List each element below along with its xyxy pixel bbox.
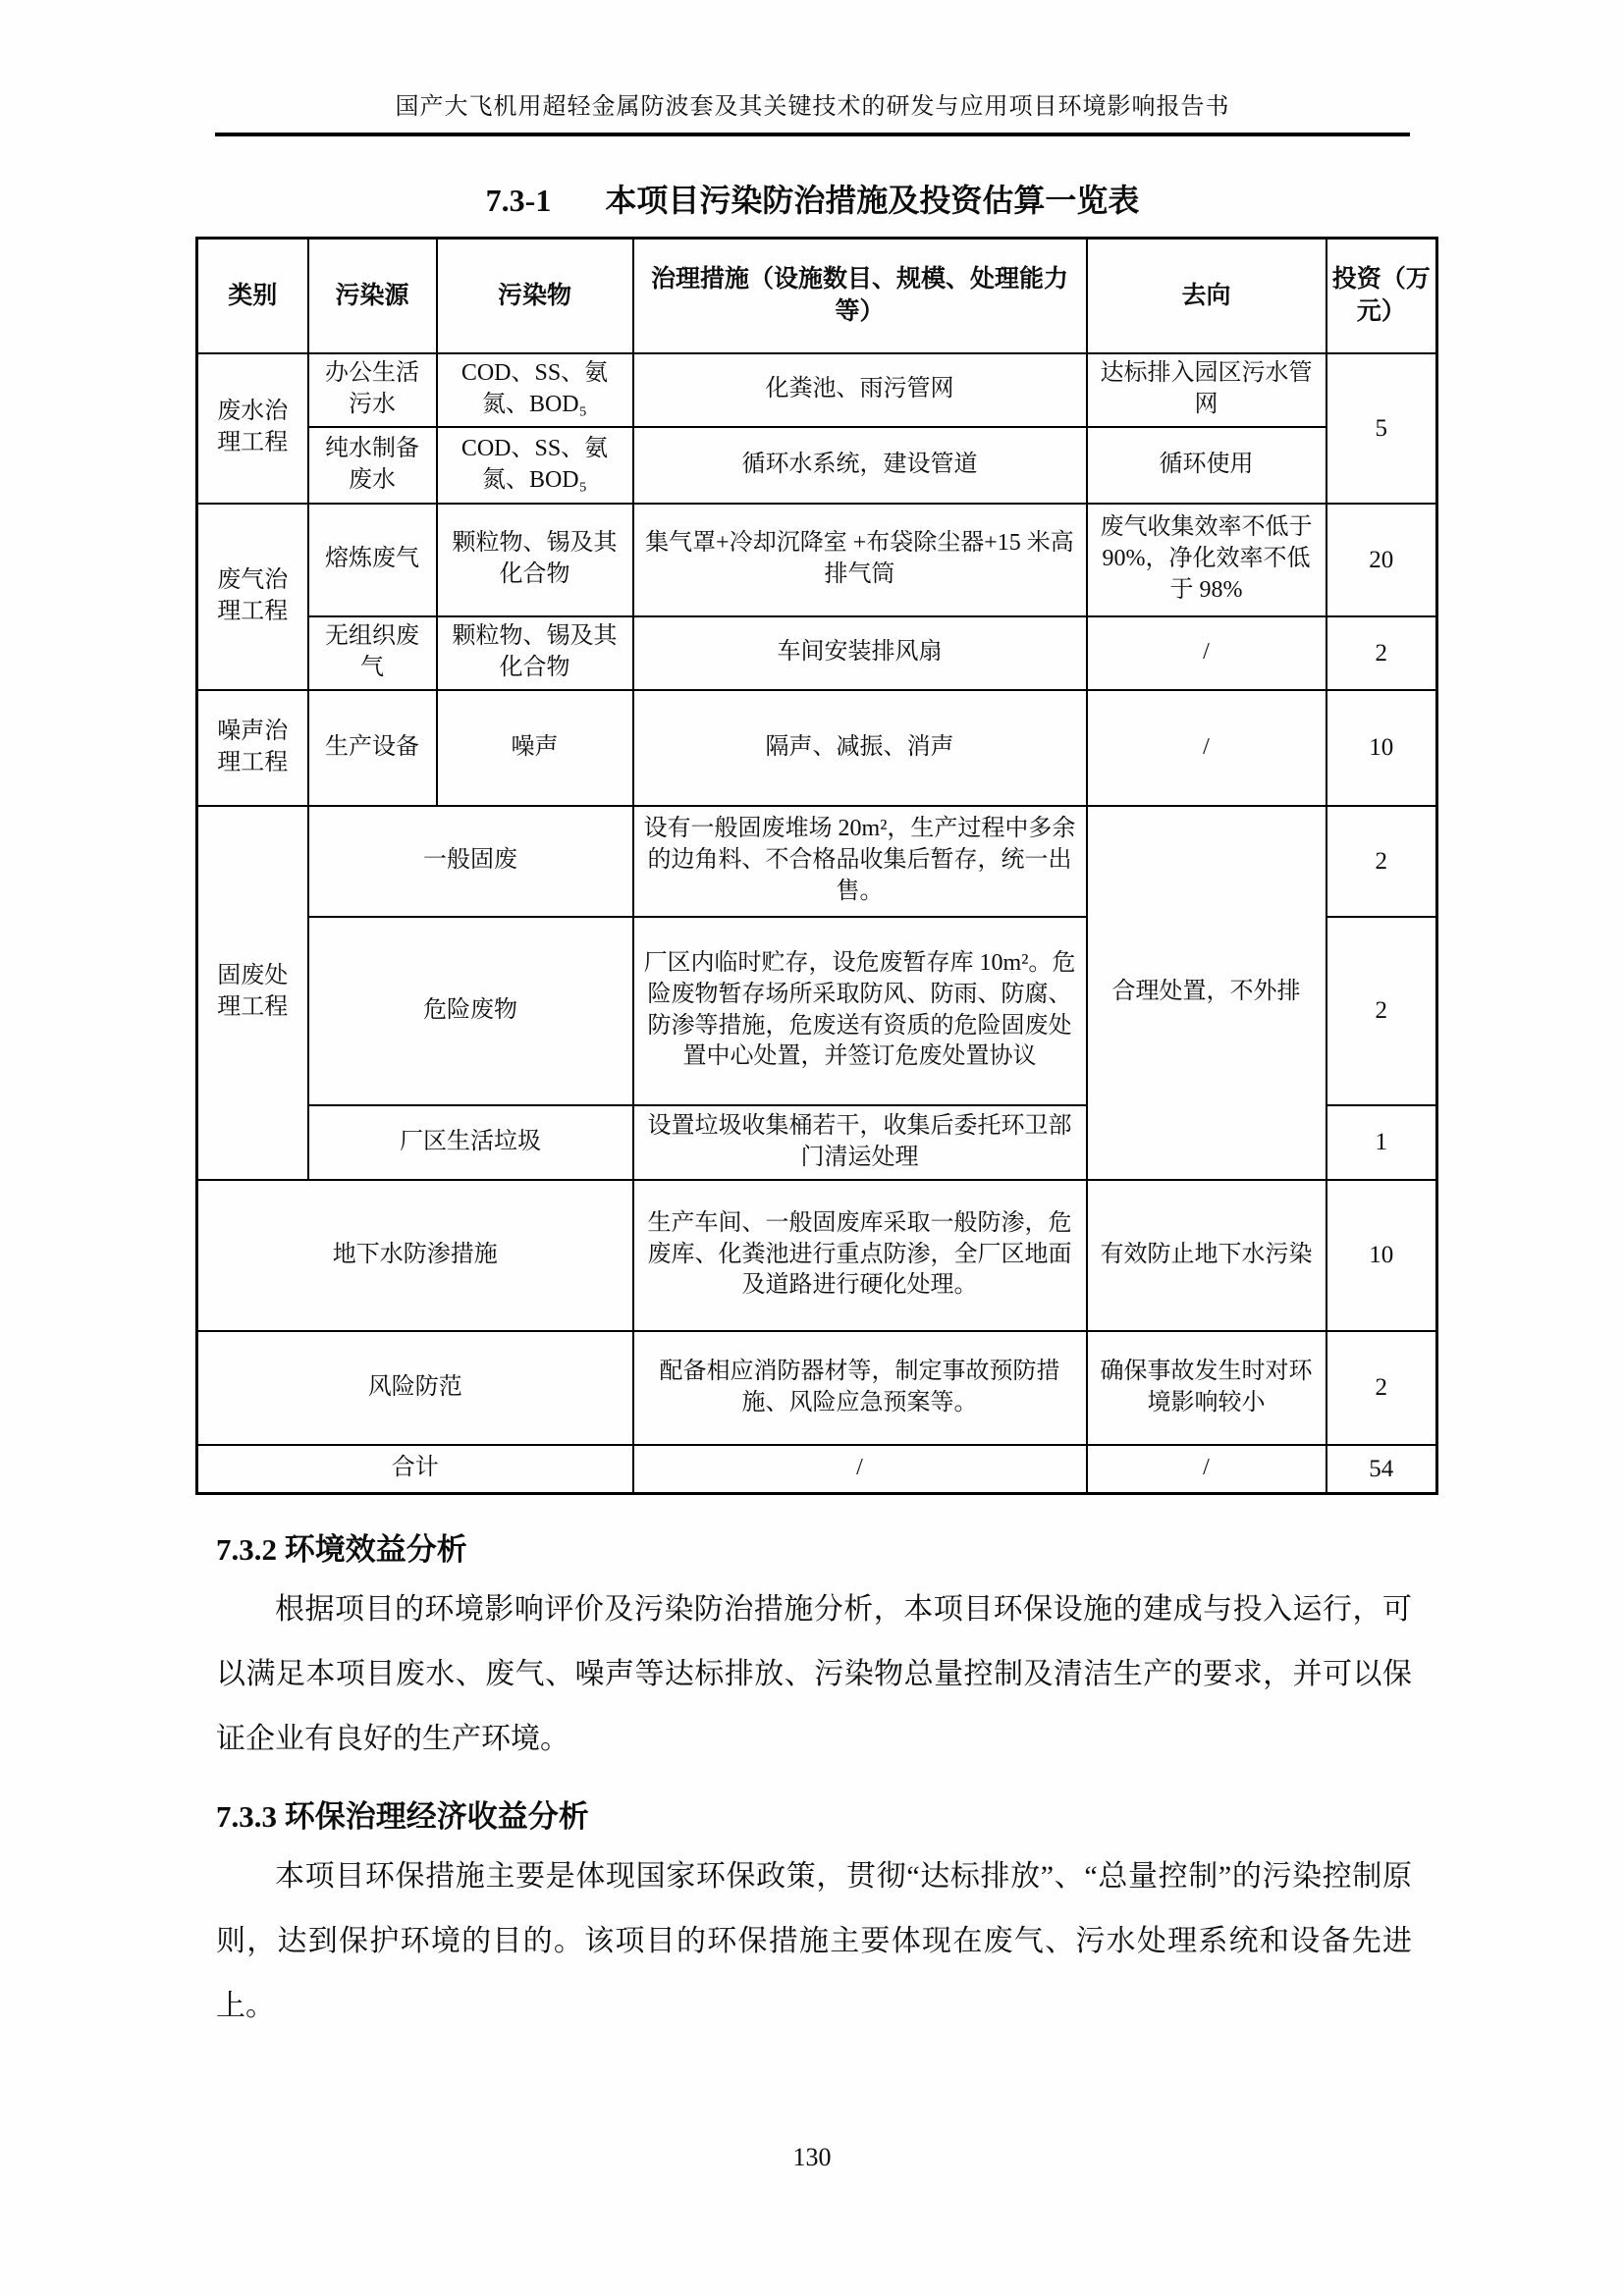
table-row [197, 353, 1437, 427]
table-total-row [197, 1445, 1437, 1494]
table-row [197, 427, 1437, 504]
cell-pollutant: COD、SS、氨氮、BOD₅ [437, 427, 633, 504]
table-row [197, 1331, 1437, 1445]
cell-source: 生产设备 [308, 690, 437, 806]
cell-total-label: 合计 [197, 1445, 633, 1494]
cell-source: 熔炼废气 [308, 504, 437, 616]
cell-total-investment: 54 [1326, 1445, 1437, 1494]
section-paragraph-732: 根据项目的环境影响评价及污染防治措施分析，本项目环保设施的建成与投入运行，可以满足本项目废水、废气、噪声等达标排放、污染物总量控制及清洁生产的要求，并可以保证企业有良好的生产环境。 [216, 1593, 1412, 1755]
section-heading-733: 7.3.3 环保治理经济收益分析 [216, 1799, 589, 1834]
cell-category-noise: 噪声治理工程 [197, 690, 308, 806]
cell-investment: 1 [1326, 1105, 1437, 1180]
pollution-control-table [195, 237, 1438, 1495]
col-header-investment: 投资（万元） [1326, 239, 1437, 353]
cell-measure: 化粪池、雨污管网 [633, 353, 1087, 427]
cell-investment: 2 [1326, 917, 1437, 1105]
col-header-pollutant: 污染物 [437, 239, 633, 353]
cell-source: 厂区生活垃圾 [308, 1105, 633, 1180]
cell-investment: 5 [1326, 353, 1437, 504]
cell-measure: 循环水系统，建设管道 [633, 427, 1087, 504]
cell-investment: 10 [1326, 1180, 1437, 1331]
cell-category-wastewater: 废水治理工程 [197, 353, 308, 504]
section-heading-732: 7.3.2 环境效益分析 [216, 1532, 467, 1567]
cell-pollutant: 噪声 [437, 690, 633, 806]
cell-measure: 集气罩+冷却沉降室 +布袋除尘器+15 米高排气筒 [633, 504, 1087, 616]
table-header-row [197, 239, 1437, 353]
cell-investment: 2 [1326, 616, 1437, 690]
report-title: 国产大飞机用超轻金属防波套及其关键技术的研发与应用项目环境影响报告书 [395, 94, 1230, 120]
col-header-category: 类别 [197, 239, 308, 353]
cell-measure: 车间安装排风扇 [633, 616, 1087, 690]
table-title-text: 本项目污染防治措施及投资估算一览表 [605, 183, 1140, 218]
cell-destination: 确保事故发生时对环境影响较小 [1087, 1331, 1326, 1445]
cell-source: 无组织废气 [308, 616, 437, 690]
cell-investment: 20 [1326, 504, 1437, 616]
cell-destination: 废气收集效率不低于 90%，净化效率不低于 98% [1087, 504, 1326, 616]
cell-total-destination: / [1087, 1445, 1326, 1494]
cell-pollutant: 颗粒物、锡及其化合物 [437, 504, 633, 616]
cell-investment: 2 [1326, 806, 1437, 917]
table-caption [215, 176, 1410, 221]
section-paragraph-733: 本项目环保措施主要是体现国家环保政策，贯彻“达标排放”、“总量控制”的污染控制原则，达到保护环境的目的。该项目的环保措施主要体现在废气、污水处理系统和设备先进上。 [216, 1860, 1412, 2022]
cell-destination: 有效防止地下水污染 [1087, 1180, 1326, 1331]
cell-destination: 达标排入园区污水管网 [1087, 353, 1326, 427]
cell-investment: 10 [1326, 690, 1437, 806]
cell-measure: 设置垃圾收集桶若干，收集后委托环卫部门清运处理 [633, 1105, 1087, 1180]
col-header-source: 污染源 [308, 239, 437, 353]
table-row [197, 806, 1437, 917]
cell-destination: / [1087, 690, 1326, 806]
cell-category-waste-gas: 废气治理工程 [197, 504, 308, 690]
cell-source: 危险废物 [308, 917, 633, 1105]
cell-destination: 循环使用 [1087, 427, 1326, 504]
cell-pollutant: 颗粒物、锡及其化合物 [437, 616, 633, 690]
cell-source: 纯水制备废水 [308, 427, 437, 504]
cell-measure: 设有一般固废堆场 20m²，生产过程中多余的边角料、不合格品收集后暂存，统一出售。 [633, 806, 1087, 917]
cell-destination: / [1087, 616, 1326, 690]
cell-investment: 2 [1326, 1331, 1437, 1445]
cell-source: 一般固废 [308, 806, 633, 917]
cell-pollutant: COD、SS、氨氮、BOD₅ [437, 353, 633, 427]
page-number: 130 [792, 2143, 832, 2171]
cell-measure: 隔声、减振、消声 [633, 690, 1087, 806]
cell-measure: 厂区内临时贮存，设危废暂存库 10m²。危险废物暂存场所采取防风、防雨、防腐、防渗等措施，危废送有资质的危险固废处置中心处置，并签订危废处置协议 [633, 917, 1087, 1105]
table-number: 7.3-1 [485, 183, 552, 218]
cell-category-solid-waste: 固废处理工程 [197, 806, 308, 1180]
running-header [215, 0, 1410, 136]
table-row [197, 690, 1437, 806]
table-row [197, 1180, 1437, 1331]
cell-measure: 生产车间、一般固废库采取一般防渗，危废库、化粪池进行重点防渗，全厂区地面及道路进行硬化处理。 [633, 1180, 1087, 1331]
col-header-destination: 去向 [1087, 239, 1326, 353]
cell-category-groundwater: 地下水防渗措施 [197, 1180, 633, 1331]
col-header-measure: 治理措施（设施数目、规模、处理能力等） [633, 239, 1087, 353]
cell-total-measure: / [633, 1445, 1087, 1494]
table-row [197, 504, 1437, 616]
cell-source: 办公生活污水 [308, 353, 437, 427]
cell-measure: 配备相应消防器材等，制定事故预防措施、风险应急预案等。 [633, 1331, 1087, 1445]
cell-category-risk: 风险防范 [197, 1331, 633, 1445]
cell-destination: 合理处置，不外排 [1087, 806, 1326, 1180]
table-row [197, 616, 1437, 690]
